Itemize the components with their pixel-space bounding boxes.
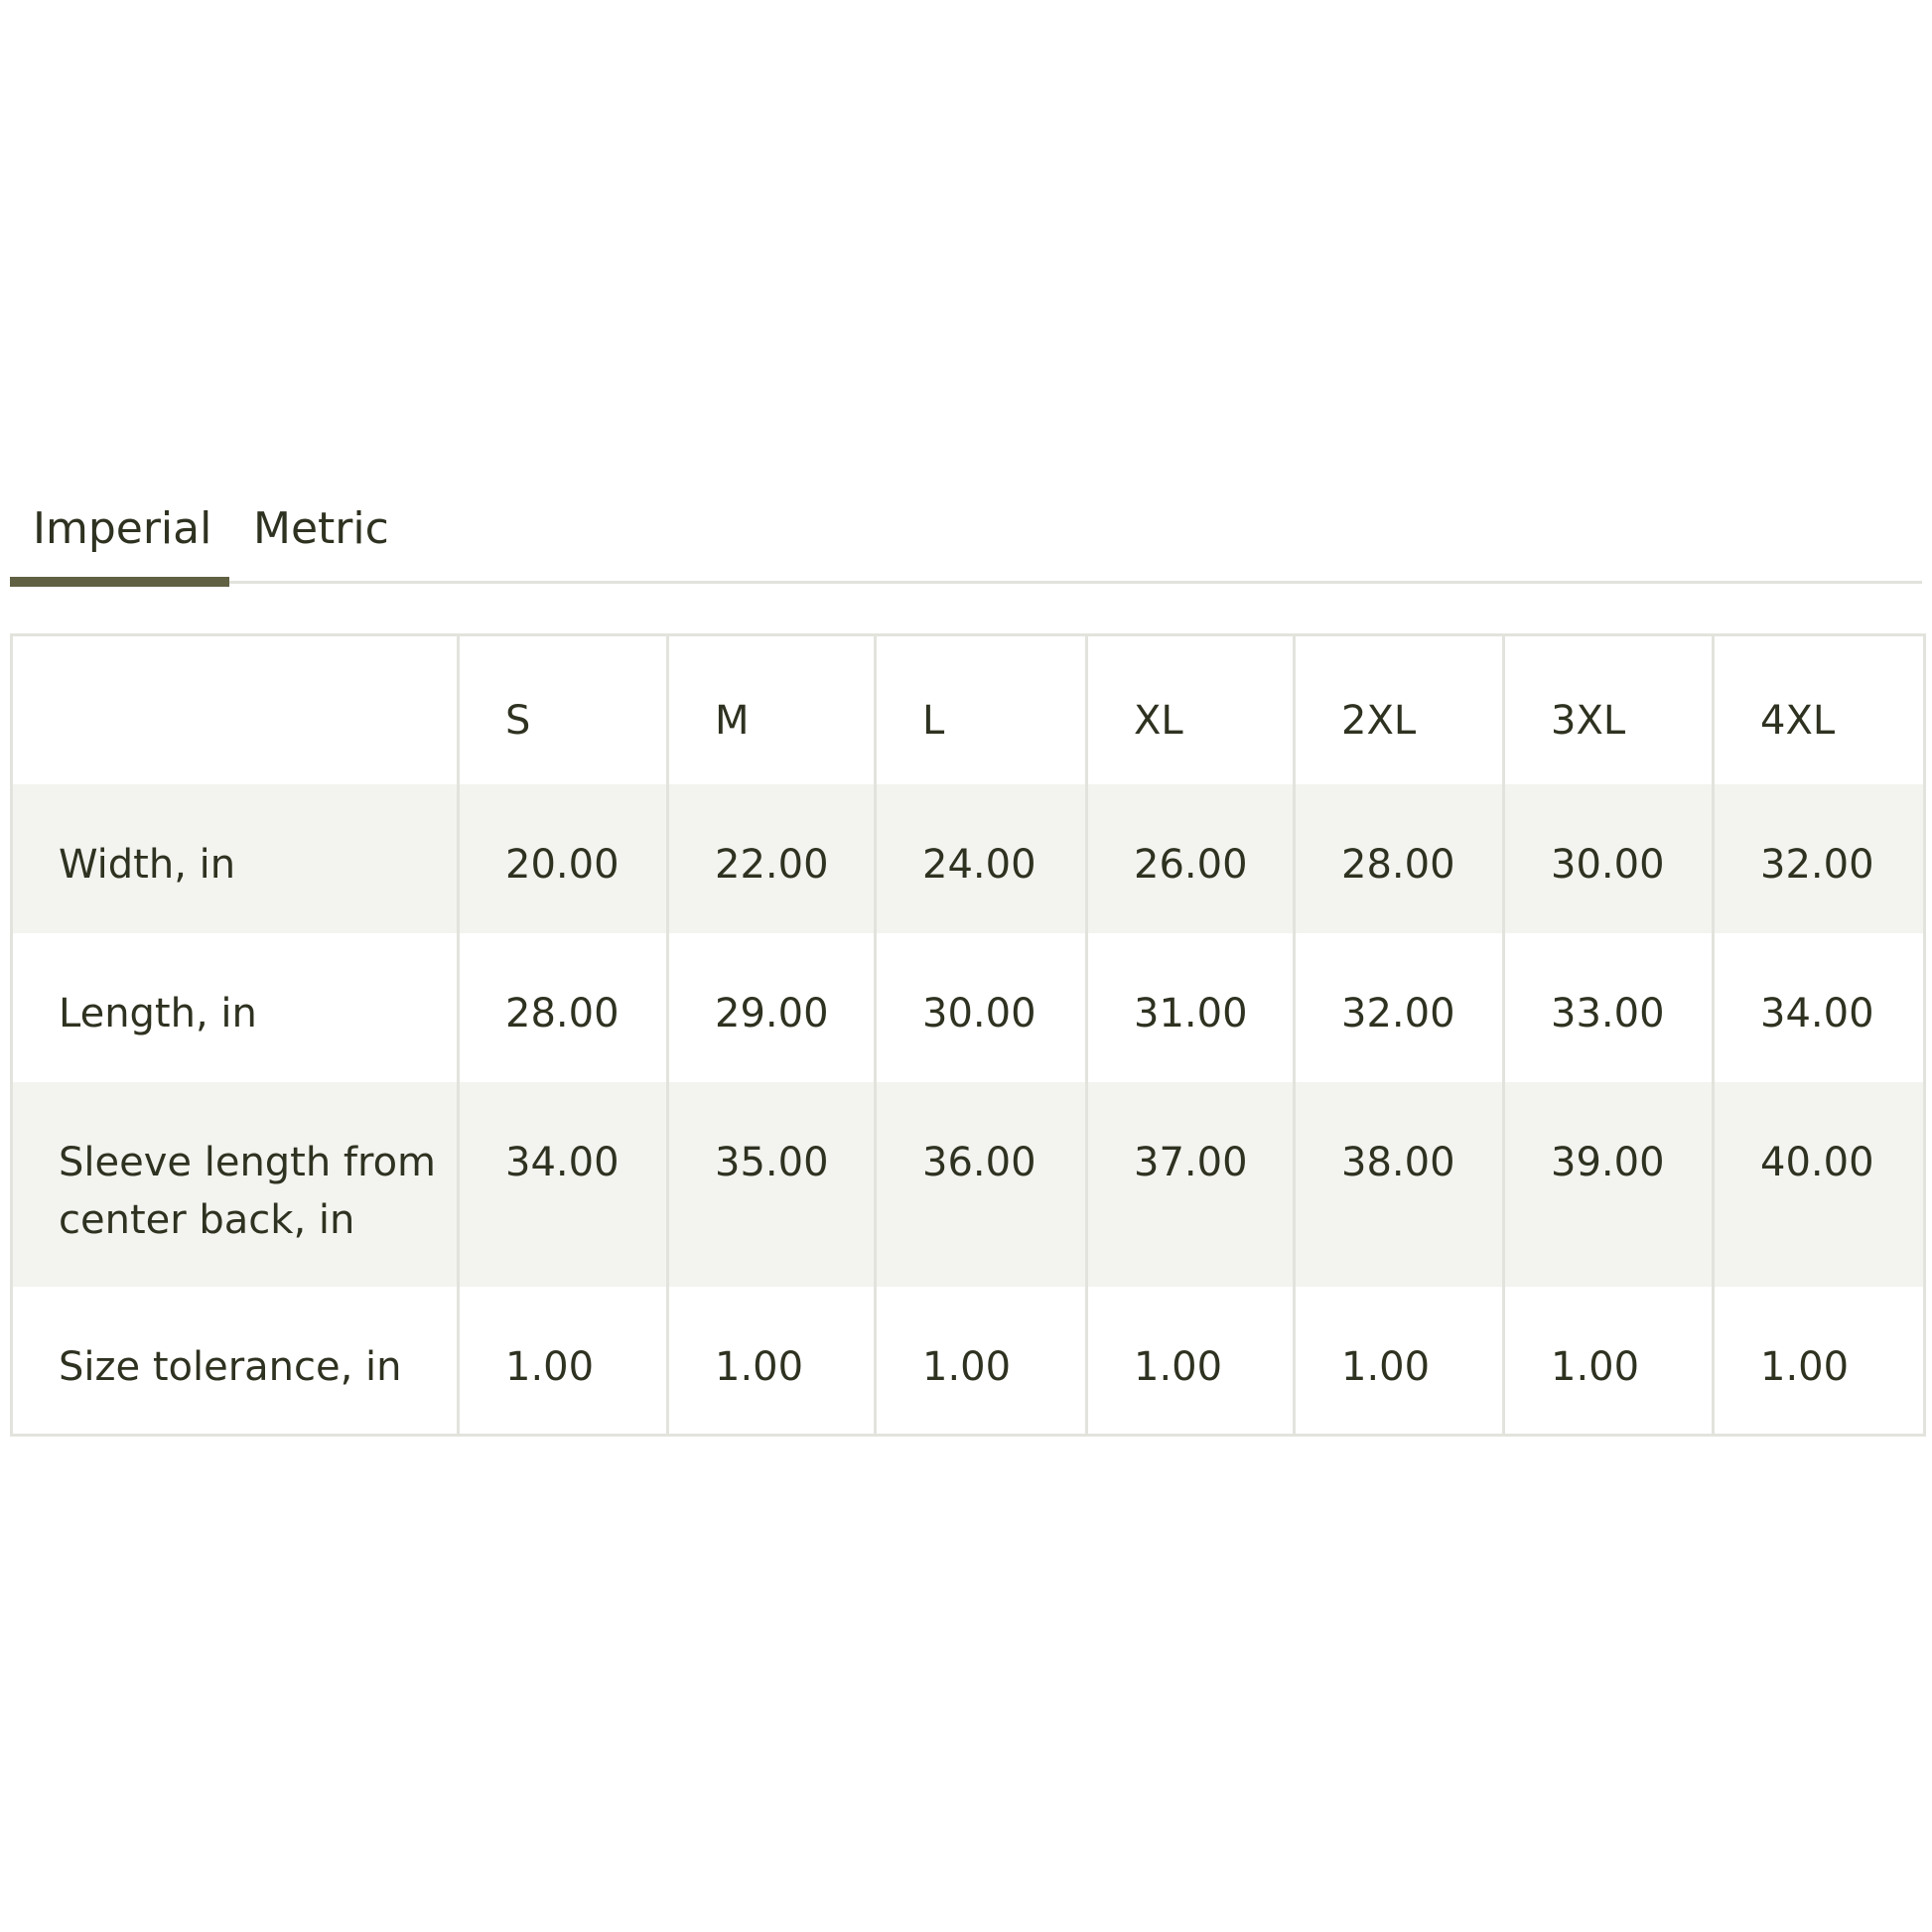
table-cell: 30.00 [876, 933, 1087, 1082]
header-cell-l: L [876, 635, 1087, 784]
table-cell: 33.00 [1504, 933, 1714, 1082]
table-cell: 30.00 [1504, 784, 1714, 933]
table-cell: 32.00 [1714, 784, 1925, 933]
row-label: Length, in [12, 933, 459, 1082]
row-label: Sleeve length from center back, in [12, 1082, 459, 1287]
tab-metric[interactable]: Metric [253, 503, 389, 554]
table-cell: 35.00 [668, 1082, 876, 1287]
table-cell: 20.00 [459, 784, 668, 933]
table-cell: 1.00 [668, 1287, 876, 1436]
table-cell: 28.00 [1295, 784, 1504, 933]
table-cell: 1.00 [1504, 1287, 1714, 1436]
row-label: Width, in [12, 784, 459, 933]
table-row [12, 1287, 1925, 1436]
size-chart-table [10, 633, 1926, 1437]
header-cell-empty [12, 635, 459, 784]
header-cell-xl: XL [1087, 635, 1295, 784]
header-cell-4xl: 4XL [1714, 635, 1925, 784]
table-cell: 37.00 [1087, 1082, 1295, 1287]
table-cell: 38.00 [1295, 1082, 1504, 1287]
table-cell: 24.00 [876, 784, 1087, 933]
header-cell-m: M [668, 635, 876, 784]
header-cell-s: S [459, 635, 668, 784]
header-cell-3xl: 3XL [1504, 635, 1714, 784]
table-header-row [12, 635, 1925, 784]
tab-imperial[interactable]: Imperial [10, 496, 229, 584]
table-cell: 1.00 [1295, 1287, 1504, 1436]
table-row [12, 1082, 1925, 1287]
table-cell: 22.00 [668, 784, 876, 933]
table-cell: 26.00 [1087, 784, 1295, 933]
table-cell: 40.00 [1714, 1082, 1925, 1287]
table-cell: 31.00 [1087, 933, 1295, 1082]
table-cell: 32.00 [1295, 933, 1504, 1082]
table-row [12, 933, 1925, 1082]
table-cell: 39.00 [1504, 1082, 1714, 1287]
table-cell: 29.00 [668, 933, 876, 1082]
table-cell: 1.00 [876, 1287, 1087, 1436]
table-cell: 1.00 [459, 1287, 668, 1436]
table-cell: 34.00 [1714, 933, 1925, 1082]
table-cell: 1.00 [1714, 1287, 1925, 1436]
row-label: Size tolerance, in [12, 1287, 459, 1436]
table-cell: 1.00 [1087, 1287, 1295, 1436]
unit-tabs [10, 496, 1922, 584]
table-cell: 28.00 [459, 933, 668, 1082]
table-cell: 34.00 [459, 1082, 668, 1287]
table-cell: 36.00 [876, 1082, 1087, 1287]
table-row [12, 784, 1925, 933]
header-cell-2xl: 2XL [1295, 635, 1504, 784]
